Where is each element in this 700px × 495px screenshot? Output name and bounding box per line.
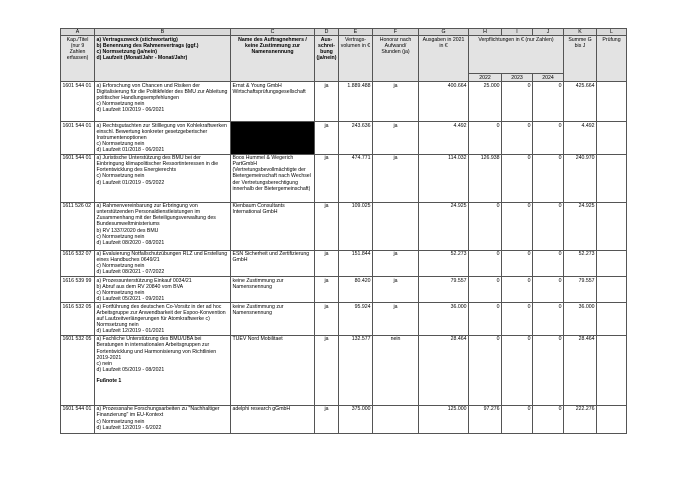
summe-cell: 36.000 — [564, 303, 597, 335]
summe-cell: 28.464 — [564, 335, 597, 405]
verpflichtung-2024-cell: 0 — [533, 82, 564, 122]
table-row — [61, 405, 627, 433]
ausschreibung-cell: ja — [315, 154, 339, 202]
ausgaben-2021-cell: 36.000 — [419, 303, 469, 335]
column-letter: C — [231, 29, 315, 36]
verpflichtung-2023-cell: 0 — [502, 82, 533, 122]
description-line: d) Laufzeit 08/2021 - 07/2022 — [96, 269, 165, 276]
kap-titel-cell: 1601 544 01 — [61, 122, 95, 154]
kap-titel-cell: 1601 544 01 — [61, 154, 95, 202]
ausschreibung-cell: ja — [315, 82, 339, 122]
ausgaben-2021-cell: 114.032 — [419, 154, 469, 202]
kap-titel-cell: 1601 532 05 — [61, 335, 95, 405]
vertragszweck-cell — [95, 277, 231, 303]
column-letter: K — [564, 29, 597, 36]
description-line: d) Laufzeit 12/2019 - 6/2022 — [96, 424, 162, 431]
vertragsvolumen-cell: 109.025 — [339, 202, 373, 250]
header-b-line: c) Normsetzung (ja/nein) — [96, 48, 158, 55]
column-letter: D — [315, 29, 339, 36]
honorar-cell: ja — [373, 277, 419, 303]
honorar-cell: ja — [373, 154, 419, 202]
verpflichtung-2022-cell: 0 — [469, 202, 502, 250]
vertragsvolumen-cell: 132.577 — [339, 335, 373, 405]
pruefung-cell — [597, 277, 627, 303]
vertragsvolumen-cell: 1.889.488 — [339, 82, 373, 122]
ausgaben-2021-cell: 79.557 — [419, 277, 469, 303]
header-honorar: Honorar nach Aufwand/ Stunden (ja) — [373, 36, 419, 82]
vertragsvolumen-cell: 95.924 — [339, 303, 373, 335]
pruefung-cell — [597, 154, 627, 202]
description-line: d) Laufzeit 01/2019 - 05/2022 — [96, 179, 165, 186]
column-letter: J — [533, 29, 564, 36]
table-row — [61, 122, 627, 154]
ausgaben-2021-cell: 52.273 — [419, 250, 469, 276]
description-line: c) Normsetzung nein — [96, 263, 145, 270]
auftragnehmer-cell — [231, 277, 315, 303]
honorar-cell: ja — [373, 303, 419, 335]
description-line: c) nein — [96, 360, 113, 367]
verpflichtung-2024-cell: 0 — [533, 154, 564, 202]
name-line: Ernst & Young GmbH Wirtschaftsprüfungsgesellschaft — [232, 82, 306, 95]
verpflichtung-2023-cell: 0 — [502, 122, 533, 154]
summe-cell: 24.925 — [564, 202, 597, 250]
header-summe: Summe G bis J — [564, 36, 597, 82]
description-line: a) Erforschung von Chancen und Risiken der Digitalisierung für die Politikfelder des BMU zur Ableitung politischer Handlungsempfehlungen — [96, 82, 228, 101]
description-line: b) Abruf aus dem RV 20840 vom BVA — [96, 283, 184, 290]
verpflichtung-2024-cell: 0 — [533, 335, 564, 405]
pruefung-cell — [597, 82, 627, 122]
description-line: c) Normsetzung nein — [96, 233, 145, 240]
verpflichtung-2024-cell: 0 — [533, 122, 564, 154]
verpflichtung-2023-cell: 0 — [502, 335, 533, 405]
auftragnehmer-cell — [231, 335, 315, 405]
verpflichtung-2023-cell: 0 — [502, 277, 533, 303]
summe-cell: 52.273 — [564, 250, 597, 276]
header-b-line: d) Laufzeit (Monat/Jahr - Monat/Jahr) — [96, 54, 188, 61]
column-letter: E — [339, 29, 373, 36]
vertragszweck-cell — [95, 405, 231, 433]
auftragnehmer-cell — [231, 405, 315, 433]
header-vertragszweck — [95, 36, 231, 82]
verpflichtung-2022-cell: 0 — [469, 250, 502, 276]
ausgaben-2021-cell: 28.464 — [419, 335, 469, 405]
description-line: c) Normsetzung nein — [96, 173, 145, 180]
summe-cell: 4.492 — [564, 122, 597, 154]
verpflichtung-2023-cell: 0 — [502, 405, 533, 433]
vertragszweck-cell — [95, 250, 231, 276]
column-letter: G — [419, 29, 469, 36]
summe-cell: 222.276 — [564, 405, 597, 433]
description-line: d) Laufzeit 08/2020 - 08/2021 — [96, 239, 165, 246]
verpflichtung-2023-cell: 0 — [502, 250, 533, 276]
header-year-2022: 2022 — [469, 74, 502, 82]
vertragsvolumen-cell: 375.000 — [339, 405, 373, 433]
verpflichtung-2022-cell: 0 — [469, 122, 502, 154]
summe-cell: 240.970 — [564, 154, 597, 202]
verpflichtung-2023-cell: 0 — [502, 202, 533, 250]
verpflichtung-2022-cell: 0 — [469, 303, 502, 335]
description-line: a) Prozessunterstützung Einkauf 0034/21 — [96, 277, 192, 284]
honorar-cell — [373, 405, 419, 433]
ausschreibung-cell: ja — [315, 277, 339, 303]
header-b-line: b) Benennung des Rahmenvertrags (ggf.) — [96, 42, 199, 49]
header-pruefung: Prüfung — [597, 36, 627, 82]
auftragnehmer-cell — [231, 154, 315, 202]
description-line: c) Normsetzung nein — [96, 140, 145, 147]
ausgaben-2021-cell: 4.492 — [419, 122, 469, 154]
description-line: a) Fortführung des deutschen Co-Vorsitz in der ad hoc Arbeitsgruppe zur Anwendbarkeit der Espoo-Konvention auf Laufzeitverlängerungen für Atomkraftwerke c) Normsetzung nein — [96, 303, 226, 329]
verpflichtung-2023-cell: 0 — [502, 154, 533, 202]
name-line: ESN Sicherheit und Zertifizierung GmbH — [232, 251, 310, 264]
description-line: a) Juristische Unterstützung des BMU bei der Einbringung klimapolitischer Ressortinteressen in die Fortentwicklung des Energierechts — [96, 155, 219, 174]
pruefung-cell — [597, 335, 627, 405]
vertragsvolumen-cell: 80.420 — [339, 277, 373, 303]
summe-cell: 425.664 — [564, 82, 597, 122]
vertragszweck-cell — [95, 154, 231, 202]
ausschreibung-cell: ja — [315, 122, 339, 154]
honorar-cell: nein — [373, 335, 419, 405]
vertragszweck-cell — [95, 303, 231, 335]
name-line: Boos Hummel & Wegerich PartGmbH — [232, 155, 294, 168]
vertragszweck-cell — [95, 122, 231, 154]
verpflichtung-2024-cell: 0 — [533, 405, 564, 433]
header-b-line: a) Vertragszweck (stichwortartig) — [96, 36, 178, 43]
column-letter: F — [373, 29, 419, 36]
description-line: b) RV 1337/2020 des BMU — [96, 227, 159, 234]
verpflichtung-2023-cell: 0 — [502, 303, 533, 335]
verpflichtung-2024-cell: 0 — [533, 202, 564, 250]
name-line: Kienbaum Consultants International GmbH — [232, 203, 285, 216]
ausschreibung-cell: ja — [315, 405, 339, 433]
honorar-cell: ja — [373, 122, 419, 154]
table-body — [61, 82, 627, 434]
table-row — [61, 250, 627, 276]
header-row — [61, 36, 627, 74]
ausschreibung-cell: ja — [315, 335, 339, 405]
ausschreibung-cell: ja — [315, 202, 339, 250]
verpflichtung-2022-cell: 0 — [469, 277, 502, 303]
verpflichtung-2022-cell: 0 — [469, 335, 502, 405]
description-line: d) Laufzeit 10/2019 - 06/2021 — [96, 107, 165, 114]
table-row — [61, 277, 627, 303]
description-line: a) Fachliche Unterstützung des BMU/UBA bei Beratungen in internationalen Arbeitsgruppen zur Fortentwicklung und Harmonisierung von Richtlinien 2019-2021 — [96, 336, 217, 361]
description-line: c) Normsetzung nein — [96, 100, 145, 107]
verpflichtung-2024-cell: 0 — [533, 303, 564, 335]
verpflichtung-2024-cell: 0 — [533, 250, 564, 276]
ausschreibung-cell: ja — [315, 250, 339, 276]
table-row — [61, 154, 627, 202]
header-vertragsvolumen: Vertrags-volumen in € — [339, 36, 373, 82]
table-row — [61, 335, 627, 405]
header-verpflichtungen: Verpflichtungen in € (nur Zahlen) — [469, 36, 564, 74]
verpflichtung-2022-cell: 126.938 — [469, 154, 502, 202]
header-kap-titel: Kap./Titel (nur 9 Zahlen erfassen) — [61, 36, 95, 82]
description-line: d) Laufzeit 12/2019 - 01/2021 — [96, 328, 165, 335]
column-letter: B — [95, 29, 231, 36]
kap-titel-cell: 1616 539 99 — [61, 277, 95, 303]
auftragnehmer-cell — [231, 303, 315, 335]
vertragszweck-cell — [95, 82, 231, 122]
ausgaben-2021-cell: 125.000 — [419, 405, 469, 433]
column-letter: H — [469, 29, 502, 36]
column-letter: L — [597, 29, 627, 36]
vertragsvolumen-cell: 474.771 — [339, 154, 373, 202]
contracts-table — [60, 28, 627, 434]
ausschreibung-cell: ja — [315, 303, 339, 335]
verpflichtung-2022-cell: 25.000 — [469, 82, 502, 122]
pruefung-cell — [597, 122, 627, 154]
pruefung-cell — [597, 303, 627, 335]
pruefung-cell — [597, 405, 627, 433]
header-year-2023: 2023 — [502, 74, 533, 82]
description-line: c) Normsetzung nein — [96, 418, 145, 425]
column-letter-row — [61, 29, 627, 36]
ausgaben-2021-cell: 400.664 — [419, 82, 469, 122]
honorar-cell — [373, 202, 419, 250]
pruefung-cell — [597, 202, 627, 250]
kap-titel-cell: 1601 544 01 — [61, 82, 95, 122]
name-line: (Vertretungsbevollmächtigte der Bietergemeinschaft nach Wechsel der Vertretungsberechtigung innerhalb der Bietergemeinschaft) — [232, 167, 311, 192]
description-line: d) Laufzeit 05/2019 - 08/2021 — [96, 366, 165, 373]
name-line: keine Zustimmung zur Namensnennung — [232, 303, 284, 316]
description-line: a) Evaluierung Notfallschutzübungen RLZ und Erstellung eines Handbuches 0649/21 — [96, 251, 228, 264]
vertragsvolumen-cell: 151.844 — [339, 250, 373, 276]
summe-cell: 79.557 — [564, 277, 597, 303]
column-letter: I — [502, 29, 533, 36]
header-auftragnehmer: Name des Auftragnehmers / keine Zustimmung zur Namensnennung — [231, 36, 315, 82]
description-line: d) Laufzeit 05/2021 - 09/2021 — [96, 295, 165, 302]
name-line: adelphi research gGmbH — [232, 406, 291, 413]
kap-titel-cell: 1616 532 05 — [61, 303, 95, 335]
table-row — [61, 202, 627, 250]
header-ausschreibung: Aus-schrei-bung (ja/nein) — [315, 36, 339, 82]
vertragszweck-cell — [95, 202, 231, 250]
vertragsvolumen-cell: 243.636 — [339, 122, 373, 154]
header-ausgaben-2021: Ausgaben in 2021 in € — [419, 36, 469, 82]
description-line: a) Rechtsgutachten zur Stilllegung von Kohlekraftwerken einschl. Bewertung konkreter gesetzgeberischer Instrumentenoptionen — [96, 122, 227, 141]
auftragnehmer-cell — [231, 202, 315, 250]
ausgaben-2021-cell: 24.925 — [419, 202, 469, 250]
verpflichtung-2024-cell: 0 — [533, 277, 564, 303]
description-line: a) Rahmenvereinbarung zur Erbringung von unterstützenden Personaldienstleistungen im Zusammenhang mit der Beteiligungsverwaltung des Bundesumweltministeriums — [96, 203, 216, 228]
column-letter: A — [61, 29, 95, 36]
kap-titel-cell: 1601 544 01 — [61, 405, 95, 433]
verpflichtung-2022-cell: 97.276 — [469, 405, 502, 433]
name-line: keine Zustimmung zur Namensnennung — [232, 277, 284, 290]
kap-titel-cell: 1611 526 02 — [61, 202, 95, 250]
honorar-cell: ja — [373, 82, 419, 122]
name-line: TUEV Nord Mobilitaet — [232, 336, 283, 343]
table-row — [61, 82, 627, 122]
auftragnehmer-cell — [231, 82, 315, 122]
kap-titel-cell: 1616 532 07 — [61, 250, 95, 276]
table-row — [61, 303, 627, 335]
header-year-2024: 2024 — [533, 74, 564, 82]
vertragszweck-cell — [95, 335, 231, 405]
description-line: a) Prozessnahe Forschungsarbeiten zu "Nachhaltiger Finanzierung" im EU-Kontext — [96, 406, 220, 419]
auftragnehmer-cell — [231, 250, 315, 276]
honorar-cell: ja — [373, 250, 419, 276]
redacted-name-cell — [231, 122, 315, 154]
description-line: d) Laufzeit 01/2018 - 06/2021 — [96, 147, 165, 154]
pruefung-cell — [597, 250, 627, 276]
description-line: c) Normsetzung nein — [96, 289, 145, 296]
footnote-label: Fußnote 1 — [96, 377, 122, 384]
